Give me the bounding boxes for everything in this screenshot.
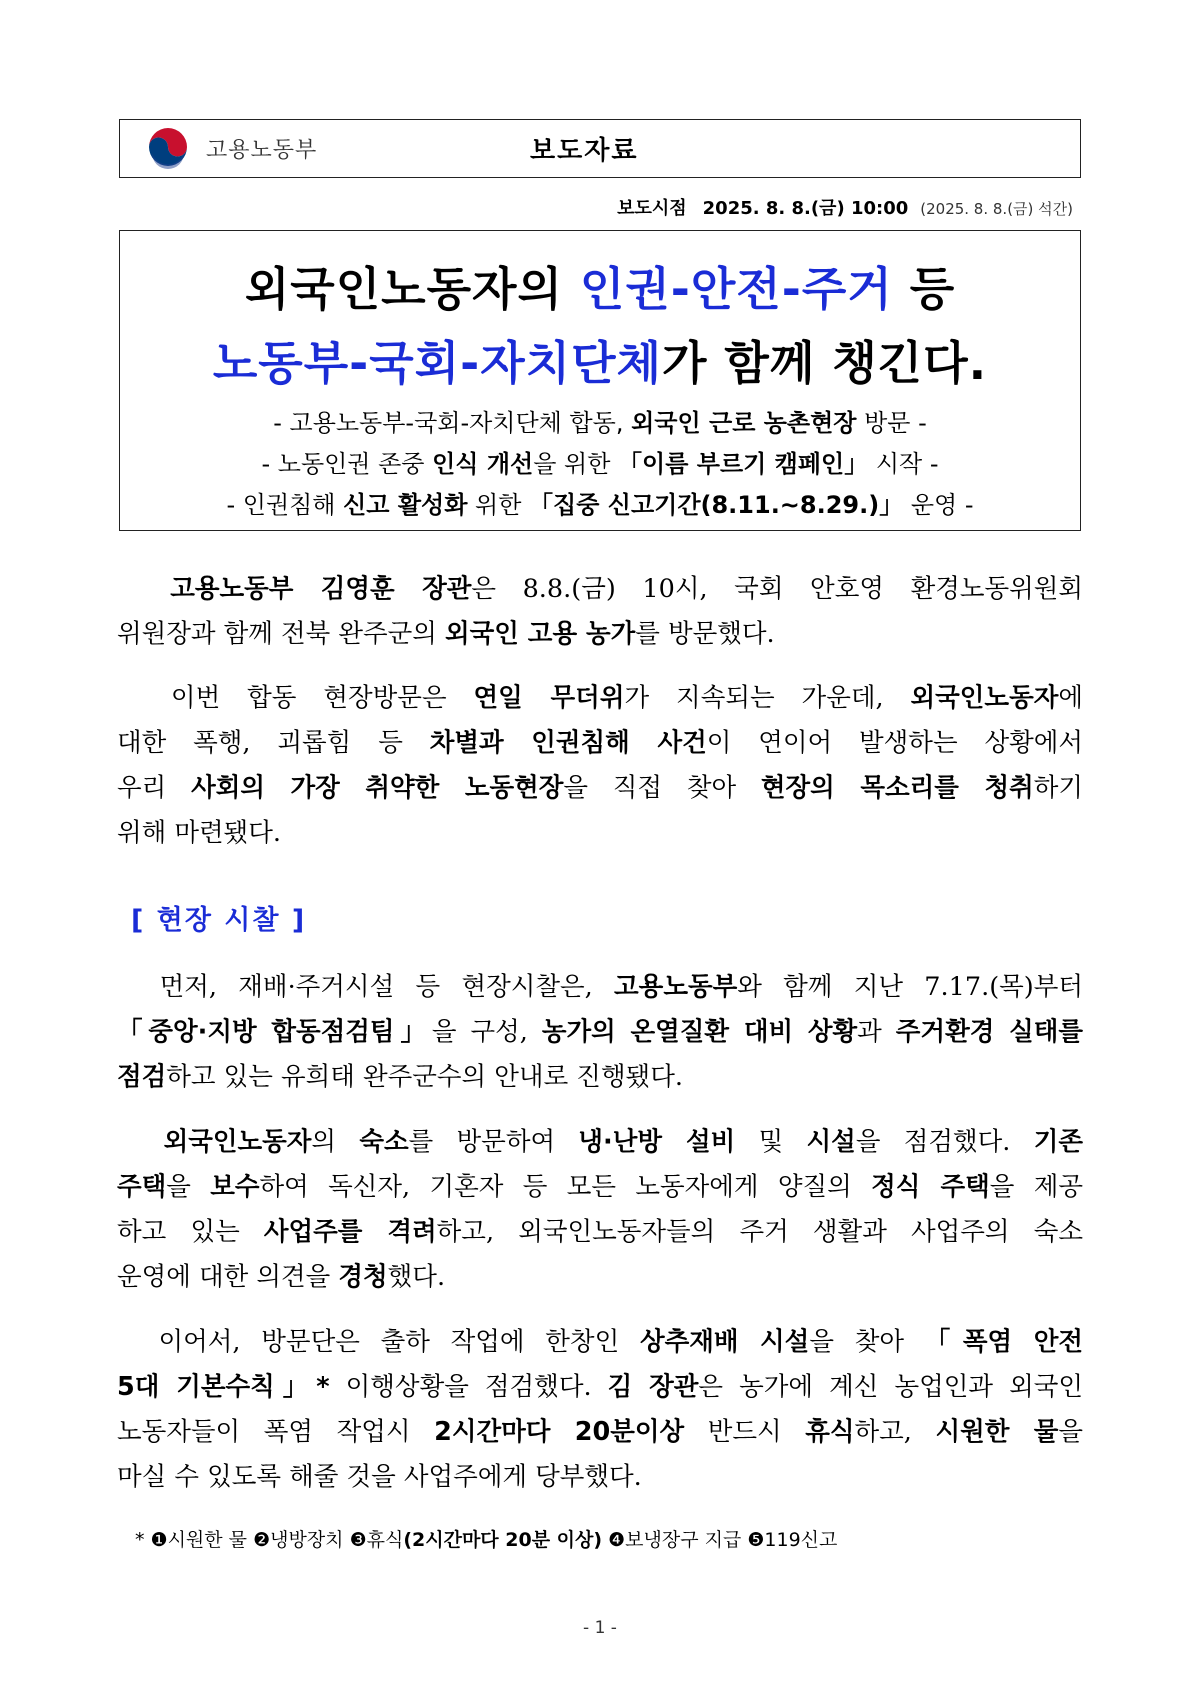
header-box <box>119 119 1081 178</box>
paragraph-2: 이번 합동 현장방문은 연일 무더위가 지속되는 가운데, 외국인노동자에 대한 폭행, 괴롭힘 등 차별과 인권침해 사건이 연이어 발생하는 상황에서 우리 사회의 가장 취약한 노동현장을 직접 찾아 현장의 목소리를 청취하기 위해 마련됐다. <box>117 683 1083 848</box>
section-title: [ 현장 시찰 ] <box>131 905 307 936</box>
headline-highlight-2: 노동부-국회-자치단체 <box>212 336 662 390</box>
paragraph-5: 이어서, 방문단은 출하 작업에 한창인 상추재배 시설을 찾아 「폭염 안전 5대 기본수칙」* 이행상황을 점검했다. 김 장관은 농가에 계신 농업인과 외국인 노동자들이 폭염 작업시 2시간마다 20분이상 반드시 휴식하고, 시원한 물을 마실 수 있도록 해줄 것을 사업주에게 당부했다. <box>117 1327 1083 1492</box>
paragraph-4: 외국인노동자의 숙소를 방문하여 냉·난방 설비 및 시설을 점검했다. 기존 주택을 보수하여 독신자, 기혼자 등 모든 노동자에게 양질의 정식 주택을 제공 하고 있는 사업주를 격려하고, 외국인노동자들의 주거 생활과 사업주의 숙소 운영에 대한 의견을 경청했다. <box>117 1127 1083 1292</box>
release-time <box>617 194 1073 220</box>
headline-line-2: 노동부-국회-자치단체가 함께 챙긴다. <box>212 336 988 390</box>
release-datetime: 2025. 8. 8.(금) 10:00 <box>702 198 909 219</box>
subtitle-1: - 고용노동부-국회-자치단체 합동, 외국인 근로 농촌현장 방문 - <box>273 409 927 437</box>
headline-line-1: 외국인노동자의 인권-안전-주거 등 <box>244 262 956 316</box>
page-number: - 1 - <box>583 1618 617 1638</box>
title-box <box>119 230 1081 531</box>
release-alt: (2025. 8. 8.(금) 석간) <box>920 200 1073 218</box>
paragraph-1: 고용노동부 김영훈 장관은 8.8.(금) 10시, 국회 안호영 환경노동위원회 위원장과 함께 전북 완주군의 외국인 고용 농가를 방문했다. <box>117 574 1083 649</box>
release-label: 보도시점 <box>617 198 687 219</box>
subtitle-3: - 인권침해 신고 활성화 위한 「집중 신고기간(8.11.~8.29.)」 운영 - <box>226 491 974 519</box>
headline-highlight-1: 인권-안전-주거 <box>579 262 893 316</box>
paragraph-3: 먼저, 재배·주거시설 등 현장시찰은, 고용노동부와 함께 지난 7.17.(목)부터 「중앙·지방 합동점검팀」을 구성, 농가의 온열질환 대비 상황과 주거환경 실태를 점검하고 있는 유희태 완주군수의 안내로 진행됐다. <box>117 972 1083 1092</box>
subtitle-2: - 노동인권 존중 인식 개선을 위한 「이름 부르기 캠페인」 시작 - <box>261 450 939 478</box>
org-name: 고용노동부 <box>206 138 318 163</box>
doc-type-title: 보도자료 <box>530 136 639 166</box>
government-logo-icon <box>146 127 190 171</box>
footnote: * ❶시원한 물 ❷냉방장치 ❸휴식(2시간마다 20분 이상) ❹보냉장구 지급 ❺119신고 <box>135 1529 838 1551</box>
